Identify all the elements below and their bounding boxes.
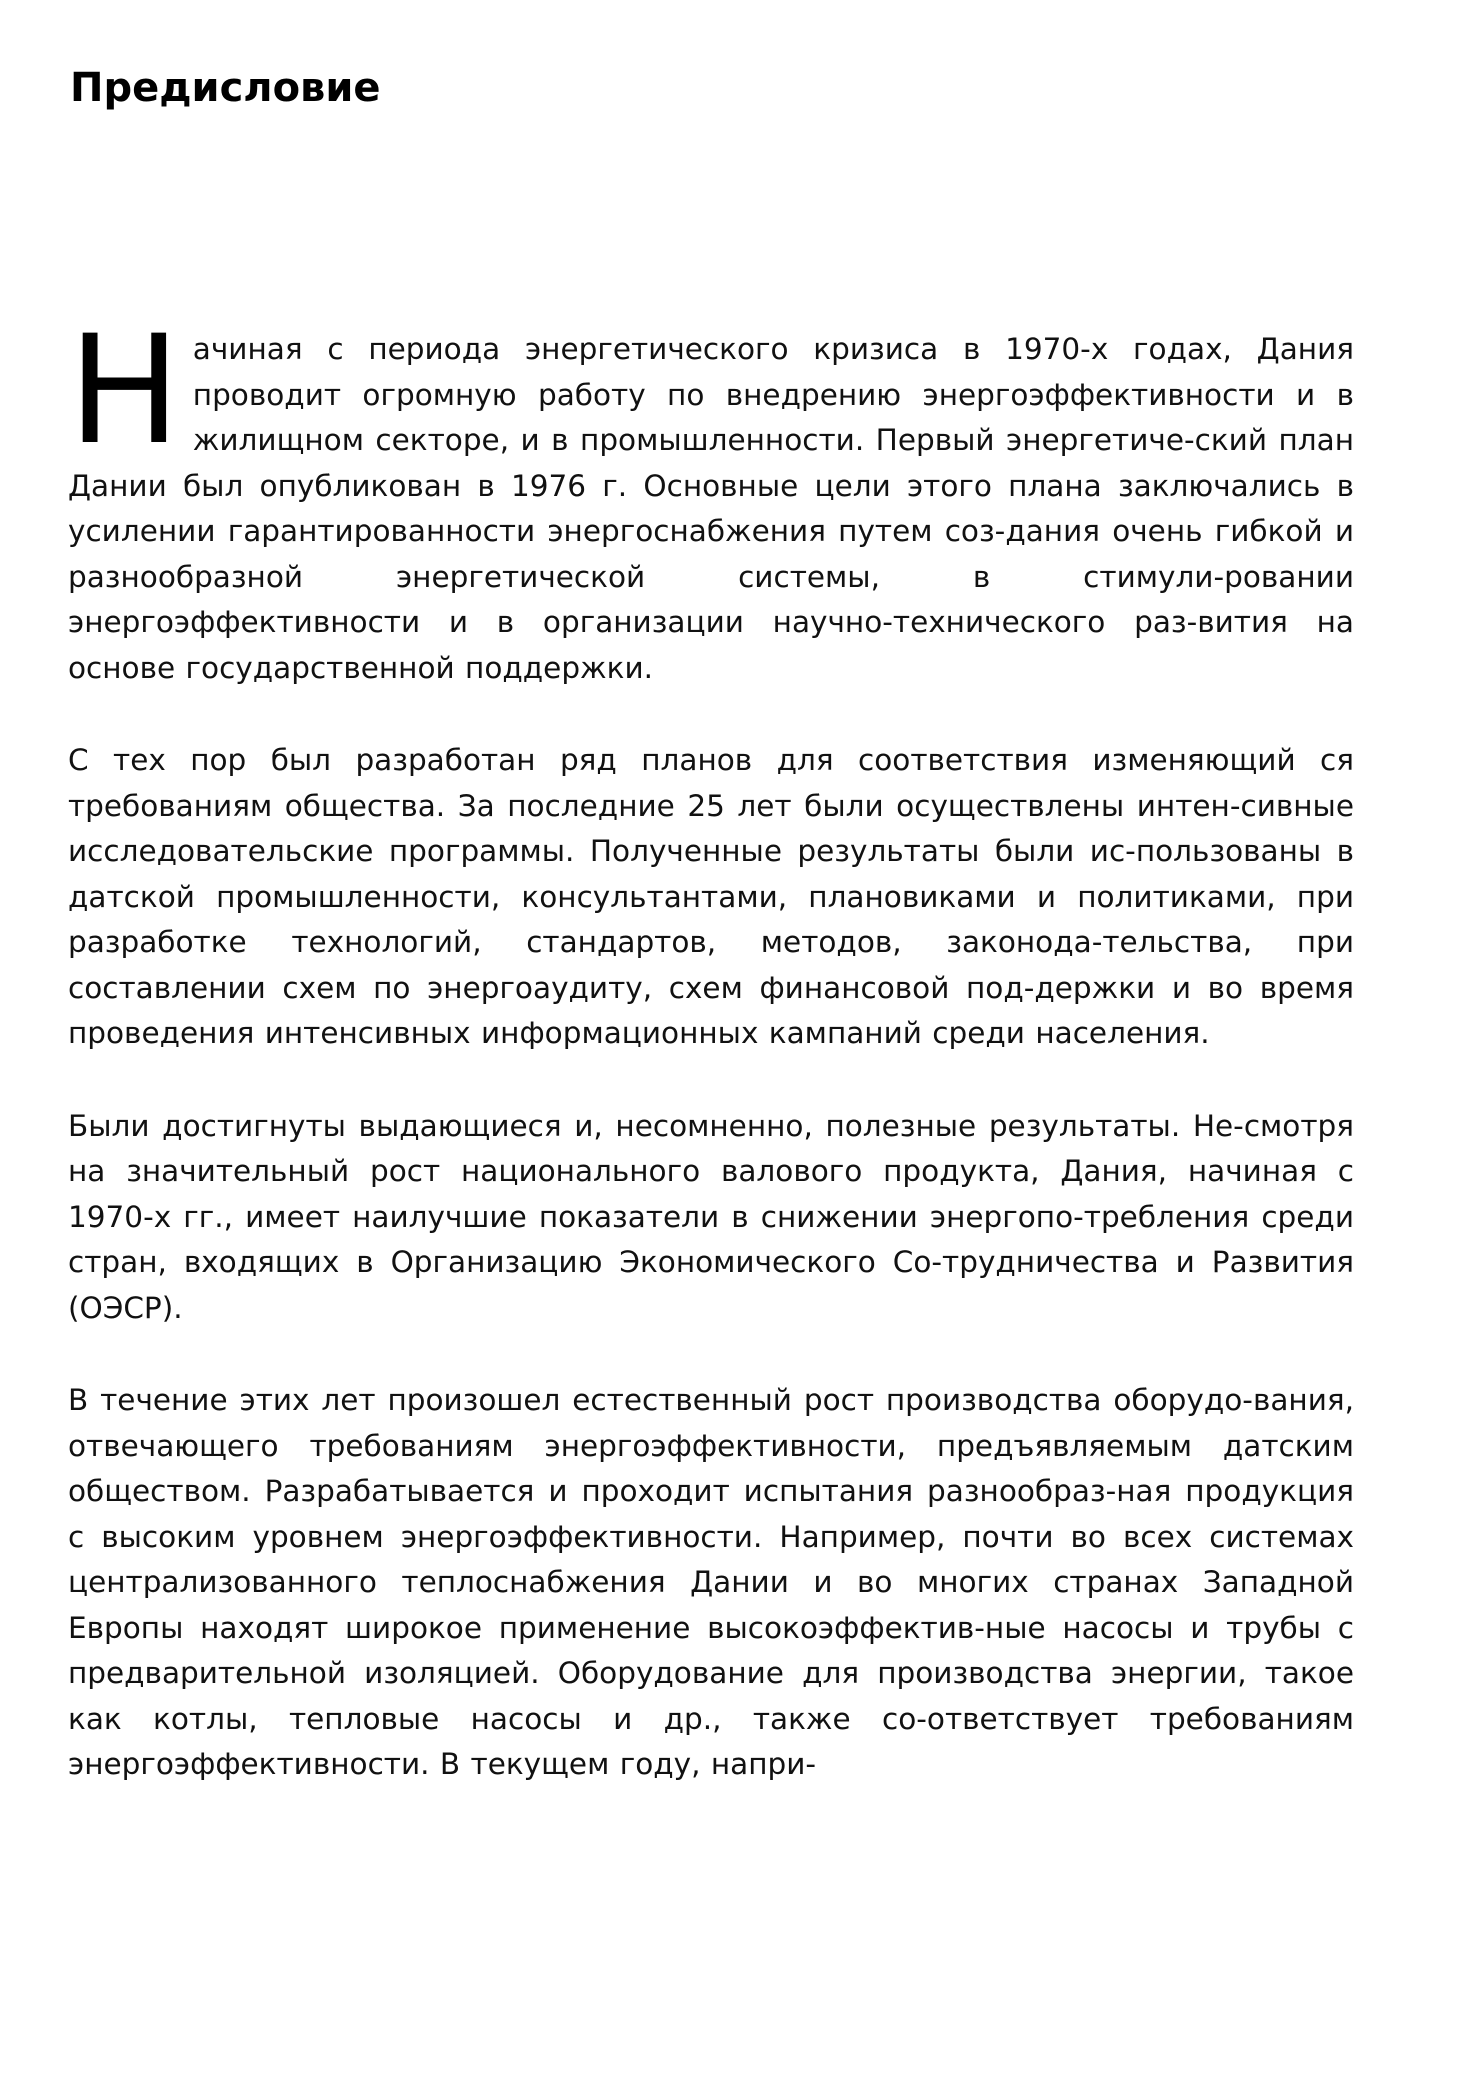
- body-text: [68, 304, 1354, 1835]
- paragraph-4: В течение этих лет произошел естественный рост производства оборудо-вания, отвечающего требованиям энергоэффективности, предъявляемым датским обществом. Разрабатывается и проходит испытания разнообраз-ная продукция с высоким уровнем энергоэффективности. Например, почти во всех системах централизованного теплоснабжения Дании и во многих странах Западной Европы находят широкое применение высокоэффектив-ные насосы и трубы с предварительной изоляцией. Оборудование для производства энергии, такое как котлы, тепловые насосы и др., также со-ответствует требованиям энергоэффективности. В текущем году, напри-: [68, 1383, 1354, 1781]
- paragraph-1: [68, 304, 1354, 691]
- paragraph-3: Были достигнуты выдающиеся и, несомненно, полезные результаты. Не-смотря на значительный рост национального валового продукта, Дания, начиная с 1970-х гг., имеет наилучшие показатели в снижении энергопо-требления среди стран, входящих в Организацию Экономического Со-трудничества и Развития (ОЭСР).: [68, 1108, 1354, 1325]
- paragraph-2: С тех пор был разработан ряд планов для соответствия изменяющий ся требованиям общества. За последние 25 лет были осуществлены интен-сивные исследовательские программы. Полученные результаты были ис-пользованы в датской промышленности, консультантами, плановиками и политиками, при разработке технологий, стандартов, методов, законода-тельства, при составлении схем по энергоаудиту, схем финансовой под-держки и во время проведения интенсивных информационных кампаний среди населения.: [68, 743, 1354, 1050]
- drop-cap-letter: Н: [68, 304, 181, 478]
- page-title: Предисловие: [70, 65, 381, 111]
- paragraph-1-text: ачиная с периода энергетического кризиса в 1970-х годах, Дания проводит огромную работу по внедрению энергоэффективности и в жилищном секторе, и в промышленности. Первый энергетиче-ский план Дании был опубликован в 1976 г. Основные цели этого плана заключались в усилении гарантированности энергоснабжения путем соз-дания очень гибкой и разнообразной энергетической системы, в стимули-ровании энергоэффективности и в организации научно-технического раз-вития на основе государственной поддержки.: [68, 332, 1354, 685]
